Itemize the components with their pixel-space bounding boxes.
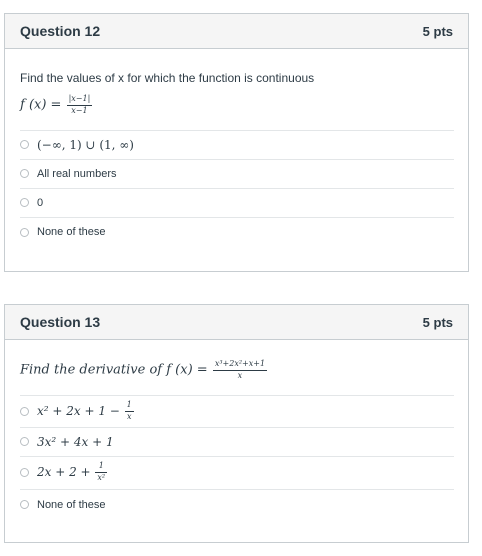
answer-option[interactable] <box>20 189 454 218</box>
question-12-card <box>4 13 469 272</box>
answer-numerator: 1 <box>95 462 107 473</box>
function-lhs: f (x) = <box>20 97 66 113</box>
prompt-fraction <box>213 360 267 381</box>
radio-button[interactable] <box>20 500 29 509</box>
answer-main: x² + 2x + 1 − <box>37 403 124 418</box>
question-body <box>5 340 468 520</box>
radio-button[interactable] <box>20 437 29 446</box>
answer-label: 3x² + 4x + 1 <box>37 434 114 449</box>
radio-button[interactable] <box>20 407 29 416</box>
prompt-numerator: x³+2x²+x+1 <box>213 360 267 371</box>
function-numerator: |x−1| <box>67 95 93 106</box>
question-prompt: Find the values of x for which the function is continuous <box>20 71 315 85</box>
answer-label: None of these <box>37 498 106 511</box>
function-fraction <box>67 95 93 116</box>
question-title: Question 12 <box>20 23 101 39</box>
radio-button[interactable] <box>20 228 29 237</box>
radio-button[interactable] <box>20 140 29 149</box>
radio-button[interactable] <box>20 198 29 207</box>
question-points: 5 pts <box>422 314 453 330</box>
answer-label <box>37 462 108 483</box>
answer-label: 0 <box>37 196 44 209</box>
radio-button[interactable] <box>20 468 29 477</box>
answer-label: All real numbers <box>37 167 117 180</box>
answer-option[interactable] <box>20 490 454 520</box>
answer-option[interactable] <box>20 218 454 247</box>
question-points: 5 pts <box>422 23 453 39</box>
answer-denominator: x² <box>97 473 106 483</box>
prompt-lhs: Find the derivative of f (x) = <box>20 362 212 378</box>
answer-label <box>37 401 135 422</box>
answer-option[interactable] <box>20 160 454 189</box>
answer-label: (−∞, 1) ∪ (1, ∞) <box>37 137 134 152</box>
answer-label: None of these <box>37 226 106 239</box>
answer-list <box>20 130 454 247</box>
question-13-card <box>4 304 469 543</box>
answer-fraction <box>95 462 107 483</box>
question-header <box>5 305 468 340</box>
answer-fraction <box>125 401 134 422</box>
answer-list <box>20 395 454 520</box>
answer-option[interactable] <box>20 131 454 160</box>
question-title: Question 13 <box>20 314 101 330</box>
question-prompt <box>20 340 454 381</box>
function-expression <box>20 95 454 116</box>
question-header <box>5 14 468 49</box>
question-body <box>5 49 468 247</box>
answer-numerator: 1 <box>125 401 134 412</box>
answer-option[interactable] <box>20 428 454 457</box>
answer-option[interactable] <box>20 396 454 428</box>
answer-main: 2x + 2 + <box>37 465 95 480</box>
radio-button[interactable] <box>20 169 29 178</box>
answer-option[interactable] <box>20 457 454 490</box>
prompt-denominator: x <box>237 370 243 380</box>
answer-denominator: x <box>126 411 132 421</box>
function-denominator: x−1 <box>71 105 88 115</box>
